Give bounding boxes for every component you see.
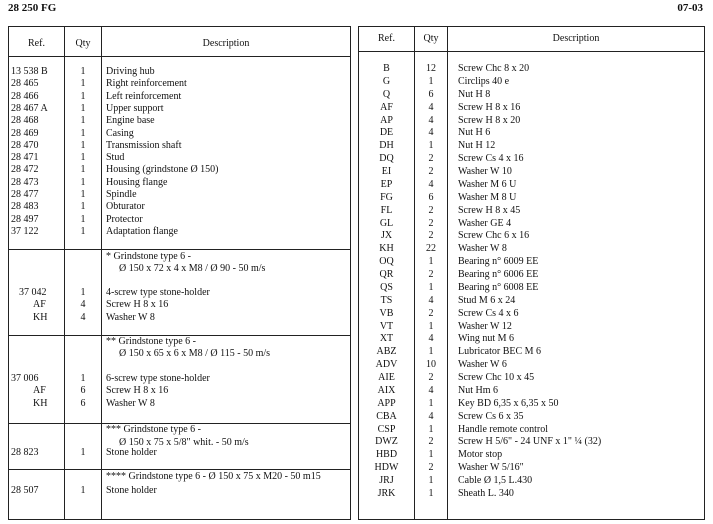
table-row — [359, 424, 704, 436]
part-qty: 4 — [428, 178, 434, 190]
part-qty: 6 — [428, 191, 434, 203]
part-description: Washer W 12 — [458, 320, 512, 332]
section-divider — [9, 249, 350, 250]
part-qty: 2 — [428, 307, 434, 319]
part-ref: AF — [33, 385, 46, 397]
part-ref: DQ — [379, 153, 394, 165]
part-ref: GL — [379, 217, 394, 229]
part-description: Washer W 5/16" — [458, 462, 524, 474]
part-description: Nut H 6 — [458, 127, 491, 139]
table-row — [359, 153, 704, 165]
table-row — [9, 485, 350, 497]
part-ref: 28 477 — [11, 189, 39, 200]
part-ref: FL — [380, 204, 393, 216]
part-qty: 10 — [426, 359, 436, 371]
part-qty: 1 — [80, 373, 86, 384]
part-ref: DWZ — [375, 436, 398, 448]
part-ref: AP — [380, 114, 393, 126]
part-ref: ABZ — [376, 346, 397, 358]
part-description: Key BD 6,35 x 6,35 x 50 — [458, 397, 559, 409]
part-description: Washer M 6 U — [458, 178, 517, 190]
part-ref: AF — [380, 101, 393, 113]
part-ref: APP — [377, 397, 396, 409]
part-qty: 1 — [428, 423, 434, 435]
table-row — [359, 63, 704, 75]
table-row — [9, 128, 350, 140]
table-row — [359, 192, 704, 204]
table-row — [359, 166, 704, 178]
part-ref: OQ — [379, 256, 394, 268]
part-qty: 1 — [80, 66, 86, 77]
part-description: Washer M 8 U — [458, 191, 517, 203]
table-row — [359, 127, 704, 139]
part-qty: 2 — [428, 372, 434, 384]
table-row — [359, 411, 704, 423]
table-row — [9, 373, 350, 385]
table-row — [9, 287, 350, 299]
part-qty: 1 — [80, 152, 86, 164]
part-ref: KH — [33, 397, 48, 409]
part-qty: 1 — [428, 475, 434, 487]
part-qty: 6 — [80, 397, 86, 409]
part-qty: 4 — [428, 127, 434, 139]
table-row — [359, 295, 704, 307]
part-description: Screw Chc 8 x 20 — [458, 63, 530, 74]
part-description: Nut Hm 6 — [458, 384, 498, 396]
part-qty: 1 — [80, 90, 86, 102]
part-description: Stone holder — [106, 447, 157, 458]
part-description: Washer W 8 — [106, 311, 155, 323]
part-qty: 4 — [428, 384, 434, 396]
table-row — [359, 115, 704, 127]
table-row — [359, 398, 704, 410]
table-row — [359, 308, 704, 320]
section-divider — [9, 469, 350, 470]
part-description: Cable Ø 1,5 L.430 — [458, 475, 533, 487]
table-row — [9, 214, 350, 226]
section-title: ** Grindstone type 6 - — [106, 336, 196, 347]
table-row — [359, 205, 704, 217]
part-qty: 6 — [428, 88, 434, 100]
part-ref: DH — [379, 140, 394, 152]
table-row — [359, 179, 704, 191]
part-qty: 2 — [428, 230, 434, 242]
column-header-qty: Qty — [423, 33, 439, 44]
part-description: Lubricator BEC M 6 — [458, 346, 542, 358]
right-parts-table — [358, 26, 705, 520]
part-ref: JRJ — [379, 475, 394, 487]
part-description: Screw H 8 x 16 — [106, 385, 169, 397]
part-ref: XT — [379, 333, 394, 345]
part-ref: 28 469 — [11, 127, 39, 139]
part-description: Washer W 10 — [458, 166, 512, 178]
part-description: Upper support — [106, 102, 164, 114]
part-qty: 1 — [80, 139, 86, 151]
part-ref: JX — [380, 230, 393, 242]
table-row — [9, 140, 350, 152]
part-qty: 4 — [80, 299, 86, 311]
part-description: Screw Cs 4 x 6 — [458, 307, 519, 319]
part-ref: HBD — [375, 449, 398, 461]
part-ref: KH — [33, 311, 48, 323]
section-title: *** Grindstone type 6 - — [106, 424, 201, 435]
part-description: Stud — [106, 152, 125, 164]
table-row — [9, 177, 350, 189]
part-qty: 1 — [80, 78, 86, 90]
part-qty: 1 — [80, 164, 86, 176]
part-qty: 1 — [428, 320, 434, 332]
table-row — [359, 230, 704, 242]
part-description: Screw Cs 4 x 16 — [458, 153, 524, 165]
part-description: Stone holder — [106, 485, 157, 496]
part-description: Engine base — [106, 115, 155, 127]
part-description: 6-screw type stone-holder — [106, 373, 210, 384]
table-row — [359, 243, 704, 255]
part-qty: 1 — [80, 287, 86, 298]
section-subtitle: Ø 150 x 65 x 6 x M8 / Ø 115 - 50 m/s — [119, 348, 271, 359]
part-description: Screw H 8 x 16 — [458, 101, 521, 113]
column-header-qty: Qty — [75, 38, 91, 49]
part-ref: 28 483 — [11, 201, 39, 213]
table-row — [9, 115, 350, 127]
table-row — [359, 372, 704, 384]
part-ref: JRK — [377, 488, 396, 499]
part-description: Screw Chc 6 x 16 — [458, 230, 530, 242]
part-description: Bearing n° 6008 EE — [458, 281, 539, 293]
part-ref: CBA — [376, 410, 397, 422]
part-description: Motor stop — [458, 449, 503, 461]
table-row — [359, 385, 704, 397]
part-ref: G — [382, 75, 391, 87]
part-qty: 4 — [428, 101, 434, 113]
part-qty: 2 — [428, 153, 434, 165]
part-description: Right reinforcement — [106, 78, 187, 90]
part-description: Adaptation flange — [106, 225, 178, 237]
part-description: Casing — [106, 127, 134, 139]
part-ref: 28 507 — [11, 485, 39, 496]
part-ref: 37 006 — [11, 373, 39, 384]
section-title: * Grindstone type 6 - — [106, 251, 191, 262]
part-description: Wing nut M 6 — [458, 333, 514, 345]
part-description: Protector — [106, 213, 143, 225]
table-row — [359, 282, 704, 294]
part-qty: 4 — [428, 114, 434, 126]
table-row — [359, 89, 704, 101]
section-subtitle: Ø 150 x 75 x 5/8" whit. - 50 m/s — [119, 437, 249, 448]
part-qty: 12 — [426, 63, 436, 74]
part-qty: 1 — [80, 176, 86, 188]
table-row — [359, 346, 704, 358]
table-row — [9, 299, 350, 311]
table-row — [9, 447, 350, 459]
part-ref: B — [383, 63, 390, 74]
part-qty: 1 — [80, 189, 86, 200]
part-description: Screw Cs 6 x 35 — [458, 410, 524, 422]
part-qty: 4 — [428, 410, 434, 422]
part-qty: 1 — [428, 256, 434, 268]
table-row — [359, 269, 704, 281]
part-qty: 2 — [428, 436, 434, 448]
part-qty: 1 — [80, 127, 86, 139]
part-qty: 2 — [428, 217, 434, 229]
part-qty: 2 — [428, 204, 434, 216]
table-row — [9, 103, 350, 115]
part-qty: 1 — [80, 447, 86, 458]
column-header-description: Description — [202, 38, 250, 49]
part-description: Left reinforcement — [106, 90, 182, 102]
part-ref: 28 823 — [11, 447, 39, 458]
table-row — [359, 76, 704, 88]
table-row — [359, 475, 704, 487]
part-ref: 28 497 — [11, 213, 39, 225]
part-description: Circlips 40 e — [458, 75, 510, 87]
part-ref: TS — [380, 294, 393, 306]
part-qty: 1 — [428, 140, 434, 152]
part-qty: 2 — [428, 269, 434, 281]
part-ref: KH — [379, 243, 394, 255]
left-parts-table — [8, 26, 351, 520]
part-ref: AF — [33, 299, 46, 311]
part-description: Housing flange — [106, 176, 168, 188]
part-qty: 22 — [426, 243, 436, 255]
table-row — [359, 333, 704, 345]
part-qty: 1 — [428, 75, 434, 87]
part-description: Handle remote control — [458, 423, 548, 435]
part-description: Screw H 8 x 20 — [458, 114, 521, 126]
column-header-ref: Ref. — [378, 33, 395, 44]
part-description: Nut H 12 — [458, 140, 496, 152]
table-row — [359, 462, 704, 474]
table-row — [359, 488, 704, 500]
document-date: 07-03 — [677, 2, 703, 14]
part-ref: 28 471 — [11, 152, 39, 164]
part-description: Bearing n° 6006 EE — [458, 269, 539, 281]
part-description: Nut H 8 — [458, 88, 491, 100]
part-description: Bearing n° 6009 EE — [458, 256, 539, 268]
part-qty: 1 — [428, 346, 434, 358]
table-row — [359, 256, 704, 268]
part-qty: 1 — [80, 102, 86, 114]
part-qty: 1 — [80, 115, 86, 127]
part-qty: 4 — [428, 333, 434, 345]
table-row — [9, 201, 350, 213]
part-ref: CSP — [377, 423, 396, 435]
table-row — [359, 102, 704, 114]
table-row — [9, 164, 350, 176]
part-ref: Q — [382, 88, 391, 100]
part-ref: 28 473 — [11, 176, 39, 188]
section-subtitle: Ø 150 x 72 x 4 x M8 / Ø 90 - 50 m/s — [119, 263, 266, 274]
part-description: Obturator — [106, 201, 145, 213]
part-ref: 13 538 B — [11, 66, 48, 77]
part-ref: QR — [379, 269, 394, 281]
part-qty: 1 — [80, 213, 86, 225]
part-description: Screw H 8 x 16 — [106, 299, 169, 311]
table-row — [9, 226, 350, 238]
table-row — [9, 189, 350, 201]
part-description: Housing (grindstone Ø 150) — [106, 164, 219, 176]
part-qty: 1 — [80, 225, 86, 237]
part-ref: ADV — [375, 359, 398, 371]
part-ref: 37 042 — [19, 287, 47, 298]
table-row — [9, 66, 350, 78]
part-ref: VT — [379, 320, 394, 332]
document-reference: 28 250 FG — [8, 2, 57, 14]
part-ref: FG — [380, 191, 393, 203]
part-qty: 2 — [428, 462, 434, 474]
part-description: Stud M 6 x 24 — [458, 294, 516, 306]
part-ref: AIX — [377, 384, 396, 396]
part-description: Screw H 8 x 45 — [458, 204, 521, 216]
part-qty: 1 — [428, 281, 434, 293]
part-description: Washer GE 4 — [458, 217, 512, 229]
part-description: 4-screw type stone-holder — [106, 287, 210, 298]
part-description: Spindle — [106, 189, 137, 200]
section-title: **** Grindstone type 6 - Ø 150 x 75 x M20 - 50 m15 — [106, 471, 321, 482]
table-row — [359, 436, 704, 448]
part-qty: 1 — [80, 485, 86, 496]
part-qty: 4 — [428, 294, 434, 306]
part-description: Screw Chc 10 x 45 — [458, 372, 535, 384]
part-qty: 4 — [80, 311, 86, 323]
table-row — [9, 385, 350, 397]
part-ref: EP — [380, 178, 393, 190]
part-ref: QS — [380, 281, 393, 293]
table-row — [9, 312, 350, 324]
table-row — [9, 398, 350, 410]
part-description: Screw H 5/6" - 24 UNF x 1" ¼ (32) — [458, 436, 602, 448]
part-ref: AIE — [378, 372, 395, 384]
table-row — [359, 140, 704, 152]
part-ref: 28 465 — [11, 78, 39, 90]
table-row — [9, 152, 350, 164]
part-description: Washer W 6 — [458, 359, 507, 371]
part-qty: 1 — [80, 201, 86, 213]
table-row — [9, 91, 350, 103]
part-ref: VB — [379, 307, 394, 319]
table-row — [359, 359, 704, 371]
part-qty: 1 — [428, 449, 434, 461]
table-row — [9, 78, 350, 90]
part-description: Driving hub — [106, 66, 155, 77]
part-ref: 28 468 — [11, 115, 39, 127]
part-description: Sheath L. 340 — [458, 488, 514, 499]
part-description: Washer W 8 — [458, 243, 507, 255]
part-qty: 6 — [80, 385, 86, 397]
part-ref: HDW — [374, 462, 399, 474]
part-ref: 37 122 — [11, 225, 39, 237]
part-ref: 28 472 — [11, 164, 39, 176]
table-row — [359, 449, 704, 461]
table-row — [359, 218, 704, 230]
column-header-ref: Ref. — [28, 38, 45, 49]
part-ref: EI — [381, 166, 392, 178]
part-qty: 2 — [428, 166, 434, 178]
part-qty: 1 — [428, 488, 434, 499]
part-description: Washer W 8 — [106, 397, 155, 409]
part-ref: 28 467 A — [11, 102, 48, 114]
part-ref: 28 466 — [11, 90, 39, 102]
part-description: Transmission shaft — [106, 139, 182, 151]
column-header-description: Description — [552, 33, 600, 44]
table-row — [359, 321, 704, 333]
part-ref: DE — [379, 127, 394, 139]
part-qty: 1 — [428, 397, 434, 409]
part-ref: 28 470 — [11, 139, 39, 151]
